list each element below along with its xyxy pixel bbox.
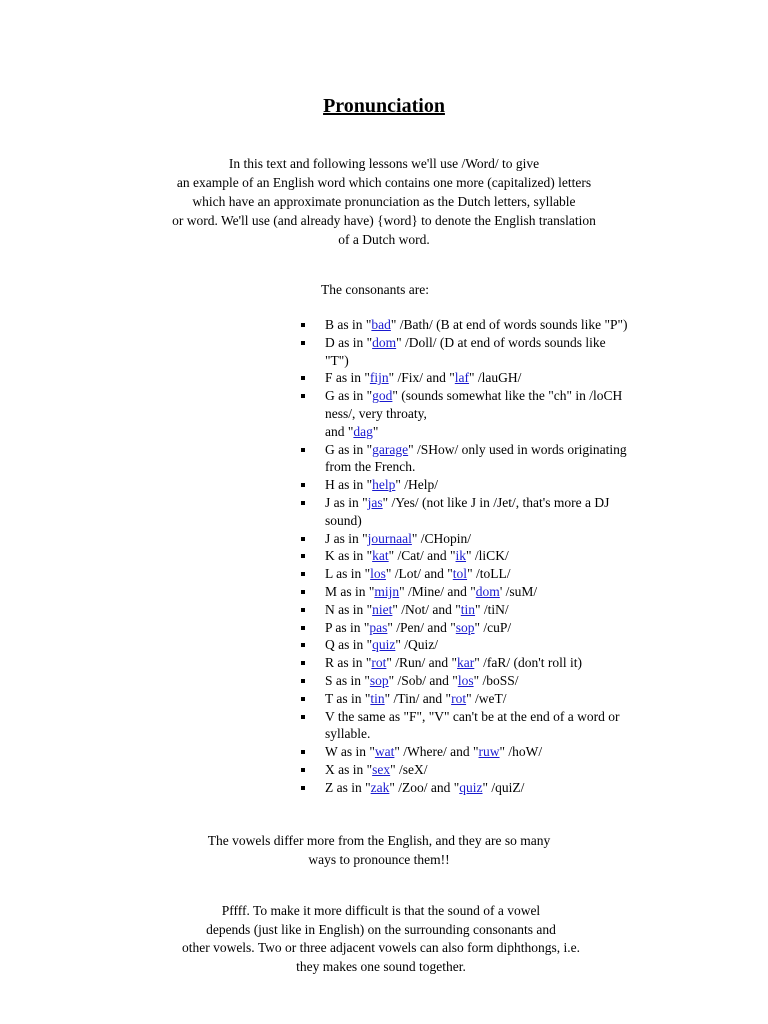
dutch-word-link[interactable]: bad	[371, 317, 391, 332]
consonant-text: " /lauGH/	[469, 370, 522, 386]
consonant-text: " /Pen/ and "	[387, 619, 456, 635]
dutch-word-link[interactable]: help	[372, 477, 396, 493]
pffff-line: they makes one sound together.	[296, 958, 466, 974]
consonant-line	[325, 583, 678, 601]
consonant-text: " /toLL/	[467, 566, 511, 582]
intro-line: In this text and following lessons we'll use /Word/ to give	[228, 156, 540, 171]
dutch-word-link[interactable]: sop	[455, 619, 475, 635]
consonant-text: " /Quiz/	[395, 637, 439, 653]
consonant-text: " /seX/	[390, 761, 428, 777]
dutch-word-link[interactable]: zak	[370, 779, 390, 795]
consonant-text: W as in "	[325, 744, 375, 760]
consonant-list-item	[298, 316, 678, 334]
consonant-text: " /CHopin/	[411, 530, 472, 546]
consonant-text: F as in "	[325, 370, 370, 386]
consonant-line	[325, 690, 678, 708]
consonant-text: syllable.	[325, 726, 371, 742]
intro-line: an example of an English word which contains one more (capitalized) letters	[176, 175, 592, 190]
consonant-line	[325, 636, 678, 654]
dutch-word-link[interactable]: tol	[452, 566, 468, 582]
pffff-line: other vowels. Two or three adjacent vowels can also form diphthongs, i.e.	[181, 940, 581, 955]
vowels-line: The vowels differ more from the English, and they are so many	[207, 833, 551, 848]
consonant-list-item	[298, 387, 678, 440]
consonant-list-item	[298, 565, 678, 583]
consonant-text: R as in "	[325, 655, 372, 671]
dutch-word-link[interactable]: ruw	[478, 744, 500, 760]
consonant-list-item	[298, 441, 678, 477]
intro-line: of a Dutch word.	[338, 232, 430, 247]
consonant-list-item	[298, 761, 678, 779]
consonant-text: " /Not/ and "	[392, 601, 461, 617]
consonant-text: H as in "	[325, 477, 373, 493]
dutch-word-link[interactable]: sex	[372, 761, 391, 777]
dutch-word-link[interactable]: niet	[372, 601, 393, 617]
consonant-text: ' /suM/	[499, 583, 538, 599]
dutch-word-link[interactable]: journaal	[367, 530, 412, 546]
consonant-line	[325, 316, 678, 334]
dutch-word-link[interactable]: laf	[454, 370, 470, 386]
consonant-text: " /boSS/	[473, 672, 519, 688]
dutch-word-link[interactable]: tin	[370, 690, 385, 706]
pffff-paragraph	[0, 902, 765, 976]
consonant-list-item	[298, 743, 678, 761]
consonant-text: " /hoW/	[499, 744, 543, 760]
consonant-text: " /faR/ (don't roll it)	[474, 655, 582, 671]
consonant-text: G as in "	[325, 388, 373, 404]
consonant-text: ness/, very throaty,	[325, 405, 427, 421]
consonant-text: "	[372, 423, 379, 439]
consonant-text: " /Bath/ (B at end of words sounds like "P")	[390, 317, 628, 332]
consonant-text: " /Fix/ and "	[388, 370, 455, 386]
consonant-text: " /liCK/	[466, 548, 509, 564]
consonant-text: " /Cat/ and "	[388, 548, 456, 564]
consonant-text: " /quiZ/	[482, 779, 525, 795]
consonant-text: B as in "	[325, 317, 372, 332]
dutch-word-link[interactable]: kat	[372, 548, 389, 564]
consonant-text: "T")	[325, 352, 349, 368]
consonant-line	[325, 334, 678, 352]
consonant-text: " /tiN/	[475, 601, 509, 617]
consonant-text: Q as in "	[325, 637, 373, 653]
dutch-word-link[interactable]: dom	[475, 583, 500, 599]
consonant-text: " /Run/ and "	[386, 655, 458, 671]
page-title: Pronunciation	[323, 95, 445, 117]
vowels-line: ways to pronounce them!!	[308, 851, 450, 867]
consonant-line	[325, 547, 678, 565]
dutch-word-link[interactable]: los	[457, 672, 474, 688]
consonant-text: " (sounds somewhat like the "ch" in /loCH	[392, 388, 623, 404]
consonant-text: " /Where/ and "	[394, 744, 479, 760]
dutch-word-link[interactable]: quiz	[459, 779, 483, 795]
vowels-paragraph	[0, 832, 763, 869]
consonant-text: " /Tin/ and "	[384, 690, 452, 706]
consonant-text: L as in "	[325, 566, 371, 582]
dutch-word-link[interactable]: rot	[451, 690, 467, 706]
intro-line: or word. We'll use (and already have) {word} to denote the English translation	[172, 213, 596, 228]
consonant-list-item	[298, 672, 678, 690]
consonant-text: " /cuP/	[474, 619, 512, 635]
consonant-text: " /Mine/ and "	[399, 583, 476, 599]
consonant-text: J as in "	[325, 530, 368, 546]
consonant-text: " /Lot/ and "	[385, 566, 453, 582]
consonant-line	[325, 725, 678, 743]
consonant-line	[325, 743, 678, 761]
consonant-text: M as in "	[325, 583, 375, 599]
dutch-word-link[interactable]: ik	[455, 548, 467, 564]
consonant-line	[325, 405, 678, 423]
intro-paragraph	[0, 154, 768, 249]
consonant-line	[325, 494, 678, 512]
consonant-list-item	[298, 530, 678, 548]
consonant-line	[325, 512, 678, 530]
consonant-line	[325, 352, 678, 370]
consonant-text: " /SHow/ only used in words originating	[408, 441, 627, 457]
consonant-line	[325, 476, 678, 494]
consonant-line	[325, 423, 678, 441]
consonant-line	[325, 530, 678, 548]
dutch-word-link[interactable]: garage	[372, 441, 409, 457]
consonant-text: and "	[325, 423, 354, 439]
consonant-list-item	[298, 654, 678, 672]
consonant-list-item	[298, 494, 678, 530]
consonant-text: " /Zoo/ and "	[389, 779, 460, 795]
consonant-text: J as in "	[325, 494, 368, 510]
consonant-line	[325, 565, 678, 583]
dutch-word-link[interactable]: tin	[460, 601, 476, 617]
dutch-word-link[interactable]: god	[372, 388, 393, 404]
pffff-line: depends (just like in English) on the surrounding consonants and	[206, 921, 556, 937]
consonant-text: " /Yes/ (not like J in /Jet/, that's more a DJ	[382, 494, 610, 510]
dutch-word-link[interactable]: sop	[369, 672, 389, 688]
consonant-list-item	[298, 779, 678, 797]
dutch-word-link[interactable]: pas	[369, 619, 388, 635]
consonant-list-item	[298, 476, 678, 494]
consonant-line	[325, 779, 678, 797]
consonant-line	[325, 387, 678, 405]
consonant-text: G as in "	[325, 441, 373, 457]
consonant-list-item	[298, 619, 678, 637]
dutch-word-link[interactable]: jas	[367, 494, 383, 510]
consonant-list-item	[298, 334, 678, 370]
consonants-heading: The consonants are:	[321, 282, 429, 297]
consonant-text: V the same as "F", "V" can't be at the end of a word or	[325, 708, 620, 724]
consonant-list-item	[298, 601, 678, 619]
consonant-text: " /Sob/ and "	[388, 672, 458, 688]
consonants-list	[298, 316, 678, 797]
consonant-text: K as in "	[325, 548, 373, 564]
consonant-text: " /weT/	[466, 690, 507, 706]
consonant-list-item	[298, 369, 678, 387]
consonant-text: X as in "	[325, 761, 373, 777]
dutch-word-link[interactable]: fijn	[369, 370, 389, 386]
consonant-line	[325, 458, 678, 476]
consonant-line	[325, 601, 678, 619]
consonant-list-item	[298, 708, 678, 744]
consonant-line	[325, 761, 678, 779]
consonant-line	[325, 672, 678, 690]
consonant-line	[325, 654, 678, 672]
consonant-line	[325, 619, 678, 637]
dutch-word-link[interactable]: los	[370, 566, 386, 582]
consonant-text: S as in "	[325, 672, 370, 688]
dutch-word-link[interactable]: wat	[374, 744, 395, 760]
consonant-text: from the French.	[325, 459, 416, 475]
dutch-word-link[interactable]: dom	[372, 334, 397, 350]
consonant-line	[325, 369, 678, 387]
consonant-list-item	[298, 690, 678, 708]
consonant-line	[325, 708, 678, 726]
pffff-line: Pffff. To make it more difficult is that the sound of a vowel	[221, 903, 541, 918]
consonant-list-item	[298, 636, 678, 654]
consonant-text: N as in "	[325, 601, 373, 617]
consonant-text: sound)	[325, 512, 362, 528]
dutch-word-link[interactable]: rot	[371, 655, 387, 671]
dutch-word-link[interactable]: dag	[353, 423, 373, 439]
intro-line: which have an approximate pronunciation as the Dutch letters, syllable	[192, 194, 576, 209]
dutch-word-link[interactable]: quiz	[372, 637, 396, 653]
dutch-word-link[interactable]: mijn	[374, 583, 400, 599]
consonant-text: " /Doll/ (D at end of words sounds like	[396, 334, 606, 350]
consonant-text: Z as in "	[325, 779, 371, 795]
consonant-text: " /Help/	[395, 477, 439, 493]
consonant-list-item	[298, 583, 678, 601]
consonant-text: P as in "	[325, 619, 370, 635]
consonant-text: D as in "	[325, 334, 373, 350]
consonant-line	[325, 441, 678, 459]
consonant-text: T as in "	[325, 690, 371, 706]
consonant-list-item	[298, 547, 678, 565]
dutch-word-link[interactable]: kar	[457, 655, 475, 671]
